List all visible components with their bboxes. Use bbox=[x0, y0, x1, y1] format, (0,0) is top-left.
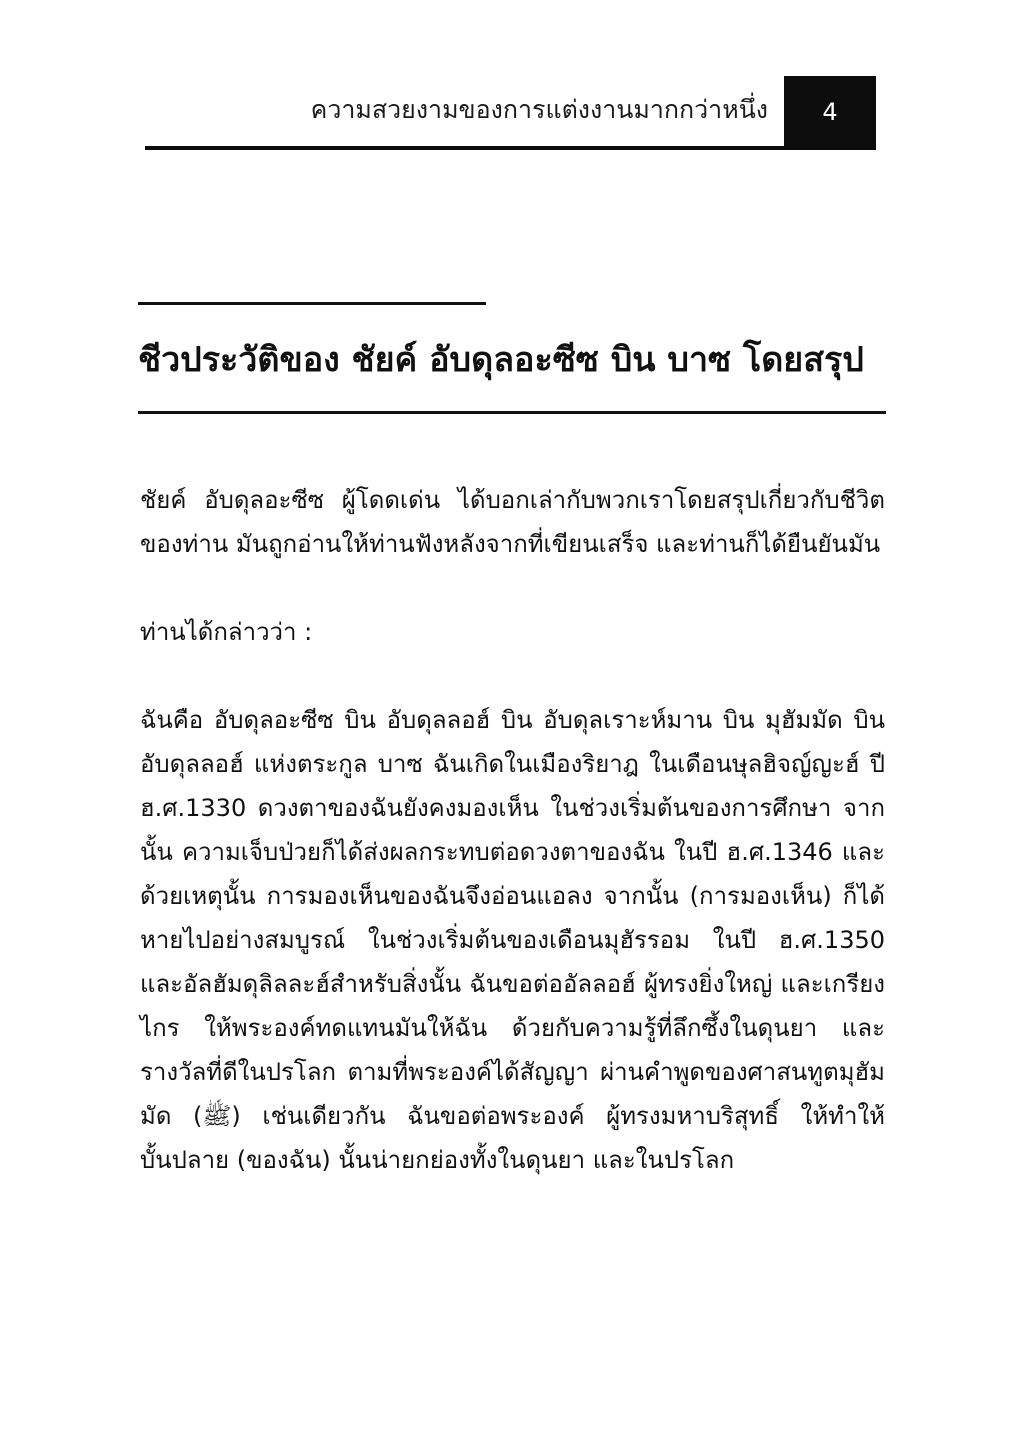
quote-paragraph: ฉันคือ อับดุลอะซีซ บิน อับดุลลอฮ์ บิน อับดุลเราะห์มาน บิน มุฮัมมัด บิน อับดุลลอฮ์ แห่งตระกูล บาซ ฉันเกิดในเมืองริยาฎ ในเดือนษุลฮิจญ์ญะฮ์ ปี ฮ.ศ.1330 ดวงตาของฉันยังคงมองเห็น ในช่วงเริ่มต้นของการศึกษา จากนั้น ความเจ็บป่วยก็ได้ส่งผลกระทบต่อดวงตาของฉัน ในปี ฮ.ศ.1346 และด้วยเหตุนั้น การมองเห็นของฉันจึงอ่อนแอลง จากนั้น (การมองเห็น) ก็ได้หายไปอย่างสมบูรณ์ ในช่วงเริ่มต้นของเดือนมุฮัรรอม ในปี ฮ.ศ.1350 และอัลฮัมดุลิลละฮ์สำหรับสิ่งนั้น ฉันขอต่ออัลลอฮ์ ผู้ทรงยิ่งใหญ่ และเกรียงไกร ให้พระองค์ทดแทนมันให้ฉัน ด้วยกับความรู้ที่ลึกซึ้งในดุนยา และรางวัลที่ดีในปรโลก ตามที่พระองค์ได้สัญญา ผ่านคำพูดของศาสนทูตมุฮัมมัด (ﷺ) เช่นเดียวกัน ฉันขอต่อพระองค์ ผู้ทรงมหาบริสุทธิ์ ให้ทำให้บั้นปลาย (ของฉัน) นั้นน่ายกย่องทั้งในดุนยา และในปรโลก bbox=[140, 706, 885, 1174]
title-bottom-divider bbox=[138, 411, 886, 414]
said-line: ท่านได้กล่าวว่า : bbox=[140, 618, 313, 646]
header-divider bbox=[145, 146, 876, 150]
chapter-title: ชีวประวัติของ ชัยค์ อับดุลอะซีซ บิน บาซ โดยสรุป bbox=[138, 340, 864, 380]
page-number: 4 bbox=[784, 76, 876, 148]
running-title: ความสวยงามของการแต่งงานมากกว่าหนึ่ง bbox=[310, 95, 768, 124]
title-top-divider bbox=[138, 302, 486, 305]
body-text bbox=[140, 478, 885, 1226]
intro-paragraph: ชัยค์ อับดุลอะซีซ ผู้โดดเด่น ได้บอกเล่ากับพวกเราโดยสรุปเกี่ยวกับชีวิตของท่าน มันถูกอ่านให้ท่านฟังหลังจากที่เขียนเสร็จ และท่านก็ได้ยืนยันมัน bbox=[140, 486, 885, 558]
page-header bbox=[145, 76, 876, 150]
